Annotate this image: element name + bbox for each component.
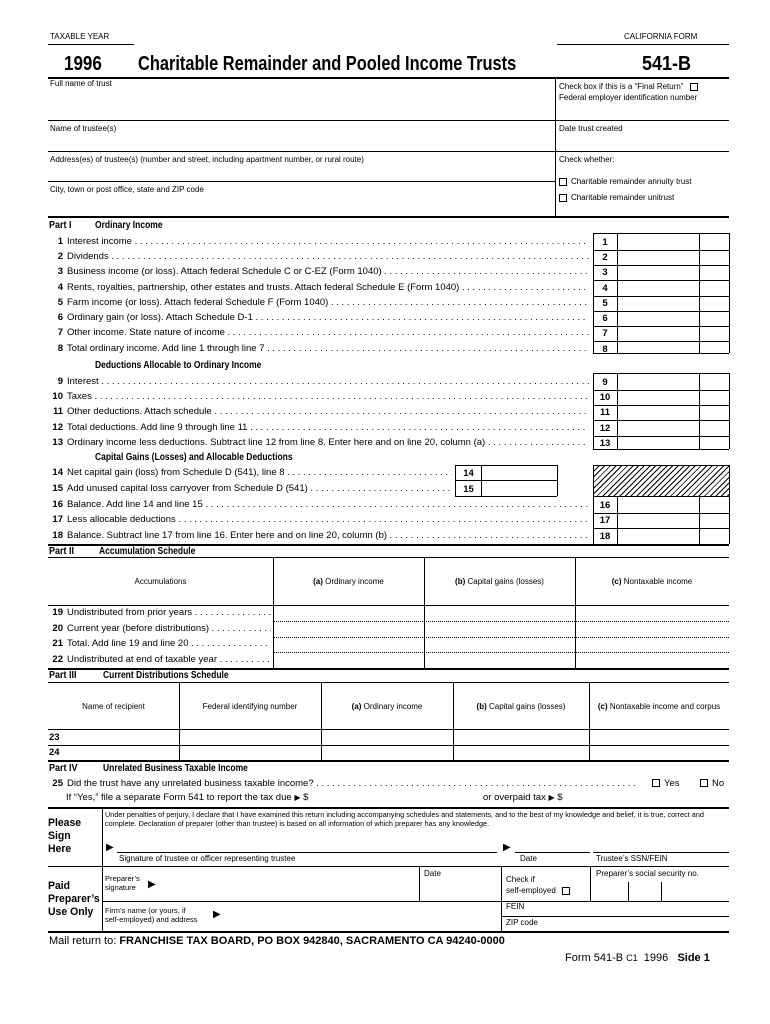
line-9-amount-field[interactable] — [618, 375, 699, 390]
line-20: 20 Current year (before distributions) . . . — [49, 624, 271, 639]
line-17-number-box: 17 — [599, 515, 611, 526]
line-8-number-box: 8 — [602, 344, 608, 355]
nontaxable-header: (c) Nontaxable income — [611, 577, 693, 586]
fed-id-header: Federal identifying number — [202, 702, 298, 711]
california-form-label: CALIFORNIA FORM — [624, 32, 698, 41]
form-footer: Form 541-B C1 1996 Side 1 — [565, 952, 710, 964]
line-3: 3 Business income (or loss). Attach federal Schedule C or C-EZ (Form 1040) . . . — [49, 267, 589, 282]
unitrust-option[interactable]: Charitable remainder unitrust — [559, 194, 674, 203]
please-sign-here: Please Sign Here — [48, 817, 82, 855]
sign-date-label: Date — [520, 854, 537, 863]
line-5-amount-field[interactable] — [618, 296, 699, 311]
line-9: 9 Interest . . . — [49, 377, 589, 392]
line-13: 13 Ordinary income less deductions. Subtract line 12 from line 8. Enter here and on line 20, column (a) . . . — [49, 438, 589, 453]
line-18-amount-field[interactable] — [618, 529, 699, 544]
arrow-icon: ▶ — [294, 793, 301, 802]
line-1-number-box: 1 — [602, 237, 608, 248]
perjury-statement: Under penalties of perjury, I declare that I have examined this return including accompanying schedules and statements, and to the best of my knowledge and belief, it is true, correct and complete. Declaration of preparer (other than trustee) is based on all information of which preparer has any knowledge. — [105, 810, 704, 828]
line-2-amount-field[interactable] — [618, 250, 699, 265]
line-11: 11 Other deductions. Attach schedule . . . — [49, 407, 589, 422]
zip-label: ZIP code — [506, 918, 538, 927]
line-6-number-box: 6 — [602, 313, 608, 324]
no-option[interactable]: No — [700, 779, 724, 789]
no-checkbox[interactable] — [700, 779, 708, 787]
line-25-instruction: If “Yes,” file a separate Form 541 to report the tax due ▶ $ — [66, 792, 309, 803]
line-7-number-box: 7 — [602, 328, 608, 339]
part4-title: Unrelated Business Taxable Income — [103, 763, 248, 774]
arrow-icon: ▶ — [548, 793, 555, 802]
line-5-number-box: 5 — [602, 298, 608, 309]
line-19: 19 Undistributed from prior years . . . — [49, 608, 271, 623]
line-5: 5 Farm income (or loss). Attach federal Schedule F (Form 1040) . . . — [49, 298, 589, 313]
date-created-label: Date trust created — [559, 124, 623, 133]
recipient-header: Name of recipient — [82, 702, 145, 711]
check-whether-label: Check whether: — [559, 155, 615, 164]
paid-preparers-use-only: Paid Preparer’s Use Only — [48, 880, 100, 918]
line-4: 4 Rents, royalties, partnership, other estates and trusts. Attach federal Schedule E (Form 1040) . . . — [49, 283, 589, 298]
form-number: 541-B — [642, 53, 692, 75]
preparer-signature-label: Preparer’s signature — [105, 874, 140, 892]
line-16-amount-field[interactable] — [618, 498, 699, 513]
yes-checkbox[interactable] — [652, 779, 660, 787]
address-label: Address(es) of trustee(s) (number and street, including apartment number, or rural route) — [50, 155, 364, 164]
line-15-amount-field[interactable] — [482, 482, 557, 497]
full-name-label: Full name of trust — [50, 79, 112, 88]
line-16: 16 Balance. Add line 14 and line 15 . . . — [49, 500, 589, 515]
row-24-label: 24 — [49, 747, 60, 758]
line-13-number-box: 13 — [599, 438, 611, 449]
line-8-amount-field[interactable] — [618, 342, 699, 357]
line-10: 10 Taxes . . . — [49, 392, 589, 407]
part1-title: Ordinary Income — [95, 220, 163, 231]
line-12: 12 Total deductions. Add line 9 through line 11 . . . — [49, 423, 589, 438]
yes-option[interactable]: Yes — [652, 779, 680, 789]
ordinary-income-header: (a) Ordinary income — [313, 577, 384, 586]
line-3-amount-field[interactable] — [618, 265, 699, 280]
capital-gains-title: Capital Gains (Losses) and Allocable Deductions — [95, 452, 293, 463]
line-9-number-box: 9 — [602, 377, 608, 388]
firm-name-label: Firm’s name (or yours, if self-employed) and address — [105, 906, 198, 924]
line-6-amount-field[interactable] — [618, 311, 699, 326]
line-22: 22 Undistributed at end of taxable year . . . — [49, 655, 271, 670]
part2-title: Accumulation Schedule — [99, 546, 196, 557]
line-12-amount-field[interactable] — [618, 421, 699, 436]
deductions-title: Deductions Allocable to Ordinary Income — [95, 360, 262, 371]
line-14-number-box: 14 — [463, 468, 474, 479]
trustee-ssn-label: Trustee’s SSN/FEIN — [596, 854, 668, 863]
line-18-number-box: 18 — [599, 531, 611, 542]
part1-label: Part I — [49, 220, 72, 231]
line-7-amount-field[interactable] — [618, 326, 699, 341]
line-21: 21 Total. Add line 19 and line 20 . . . — [49, 639, 271, 654]
line-1: 1 Interest income . . . — [49, 237, 589, 252]
line-4-number-box: 4 — [602, 283, 608, 294]
mail-return-line: Mail return to: FRANCHISE TAX BOARD, PO BOX 942840, SACRAMENTO CA 94240-0000 — [49, 935, 505, 947]
fein-label-prep: FEIN — [506, 902, 525, 911]
capital-gains-header-3: (b) Capital gains (losses) — [476, 702, 566, 711]
line-6: 6 Ordinary gain (or loss). Attach Schedule D-1 . . . — [49, 313, 589, 328]
arrow-icon: ▶ — [148, 879, 156, 890]
line-14-amount-field[interactable] — [482, 466, 557, 481]
line-15-number-box: 15 — [463, 484, 474, 495]
ordinary-income-header-3: (a) Ordinary income — [351, 702, 423, 711]
capital-gains-header: (b) Capital gains (losses) — [455, 577, 544, 586]
line-10-amount-field[interactable] — [618, 390, 699, 405]
line-17: 17 Less allocable deductions . . . — [49, 515, 589, 530]
line-11-amount-field[interactable] — [618, 405, 699, 420]
overpaid-label: or overpaid tax ▶ $ — [483, 792, 563, 803]
trustees-label: Name of trustee(s) — [50, 124, 117, 133]
annuity-checkbox[interactable] — [559, 178, 567, 186]
line-11-number-box: 11 — [599, 407, 611, 418]
final-return-label: Check box if this is a “Final Return” — [559, 83, 702, 92]
preparer-date-label: Date — [424, 869, 441, 878]
unitrust-checkbox[interactable] — [559, 194, 567, 202]
line-12-number-box: 12 — [599, 423, 611, 434]
part4-label: Part IV — [49, 763, 78, 774]
final-return-checkbox[interactable] — [690, 83, 698, 91]
city-label: City, town or post office, state and ZIP code — [50, 185, 204, 194]
self-employed-label: Check if self-employed — [506, 874, 574, 896]
nontaxable-corpus-header: (c) Nontaxable income and corpus — [597, 702, 721, 711]
taxable-year-label: TAXABLE YEAR — [50, 32, 110, 41]
line-3-number-box: 3 — [602, 267, 608, 278]
preparer-ssn-label: Preparer’s social security no. — [596, 869, 699, 878]
signature-label: Signature of trustee or officer representing trustee — [119, 854, 296, 863]
self-employed-checkbox[interactable] — [562, 887, 570, 895]
hatched-area — [594, 466, 729, 496]
line-14: 14 Net capital gain (loss) from Schedule D (541), line 8 . . . — [49, 468, 452, 483]
line-10-number-box: 10 — [599, 392, 611, 403]
form-title: Charitable Remainder and Pooled Income Trusts — [138, 53, 517, 75]
form-year: 1996 — [64, 53, 102, 75]
line-7: 7 Other income. State nature of income . . . — [49, 328, 589, 343]
line-16-number-box: 16 — [599, 500, 611, 511]
arrow-icon: ▶ — [106, 842, 114, 853]
part3-label: Part III — [49, 670, 77, 681]
line-1-amount-field[interactable] — [618, 235, 699, 250]
fein-label: Federal employer identification number — [559, 93, 698, 102]
accumulations-header: Accumulations — [134, 577, 187, 586]
line-25: 25 Did the trust have any unrelated business taxable income? . . . — [49, 779, 637, 794]
line-8: 8 Total ordinary income. Add line 1 through line 7 . . . — [49, 344, 589, 359]
line-15: 15 Add unused capital loss carryover from Schedule D (541) . . . — [49, 484, 452, 499]
part3-title: Current Distributions Schedule — [103, 670, 229, 681]
line-2-number-box: 2 — [602, 252, 608, 263]
row-23-label: 23 — [49, 732, 60, 743]
line-4-amount-field[interactable] — [618, 281, 699, 296]
arrow-icon: ▶ — [503, 842, 511, 853]
annuity-option[interactable]: Charitable remainder annuity trust — [559, 178, 692, 187]
line-2: 2 Dividends . . . — [49, 252, 589, 267]
line-18: 18 Balance. Subtract line 17 from line 16. Enter here and on line 20, column (b) . . . — [49, 531, 589, 546]
arrow-icon: ▶ — [213, 909, 221, 920]
line-17-amount-field[interactable] — [618, 513, 699, 528]
part2-label: Part II — [49, 546, 75, 557]
